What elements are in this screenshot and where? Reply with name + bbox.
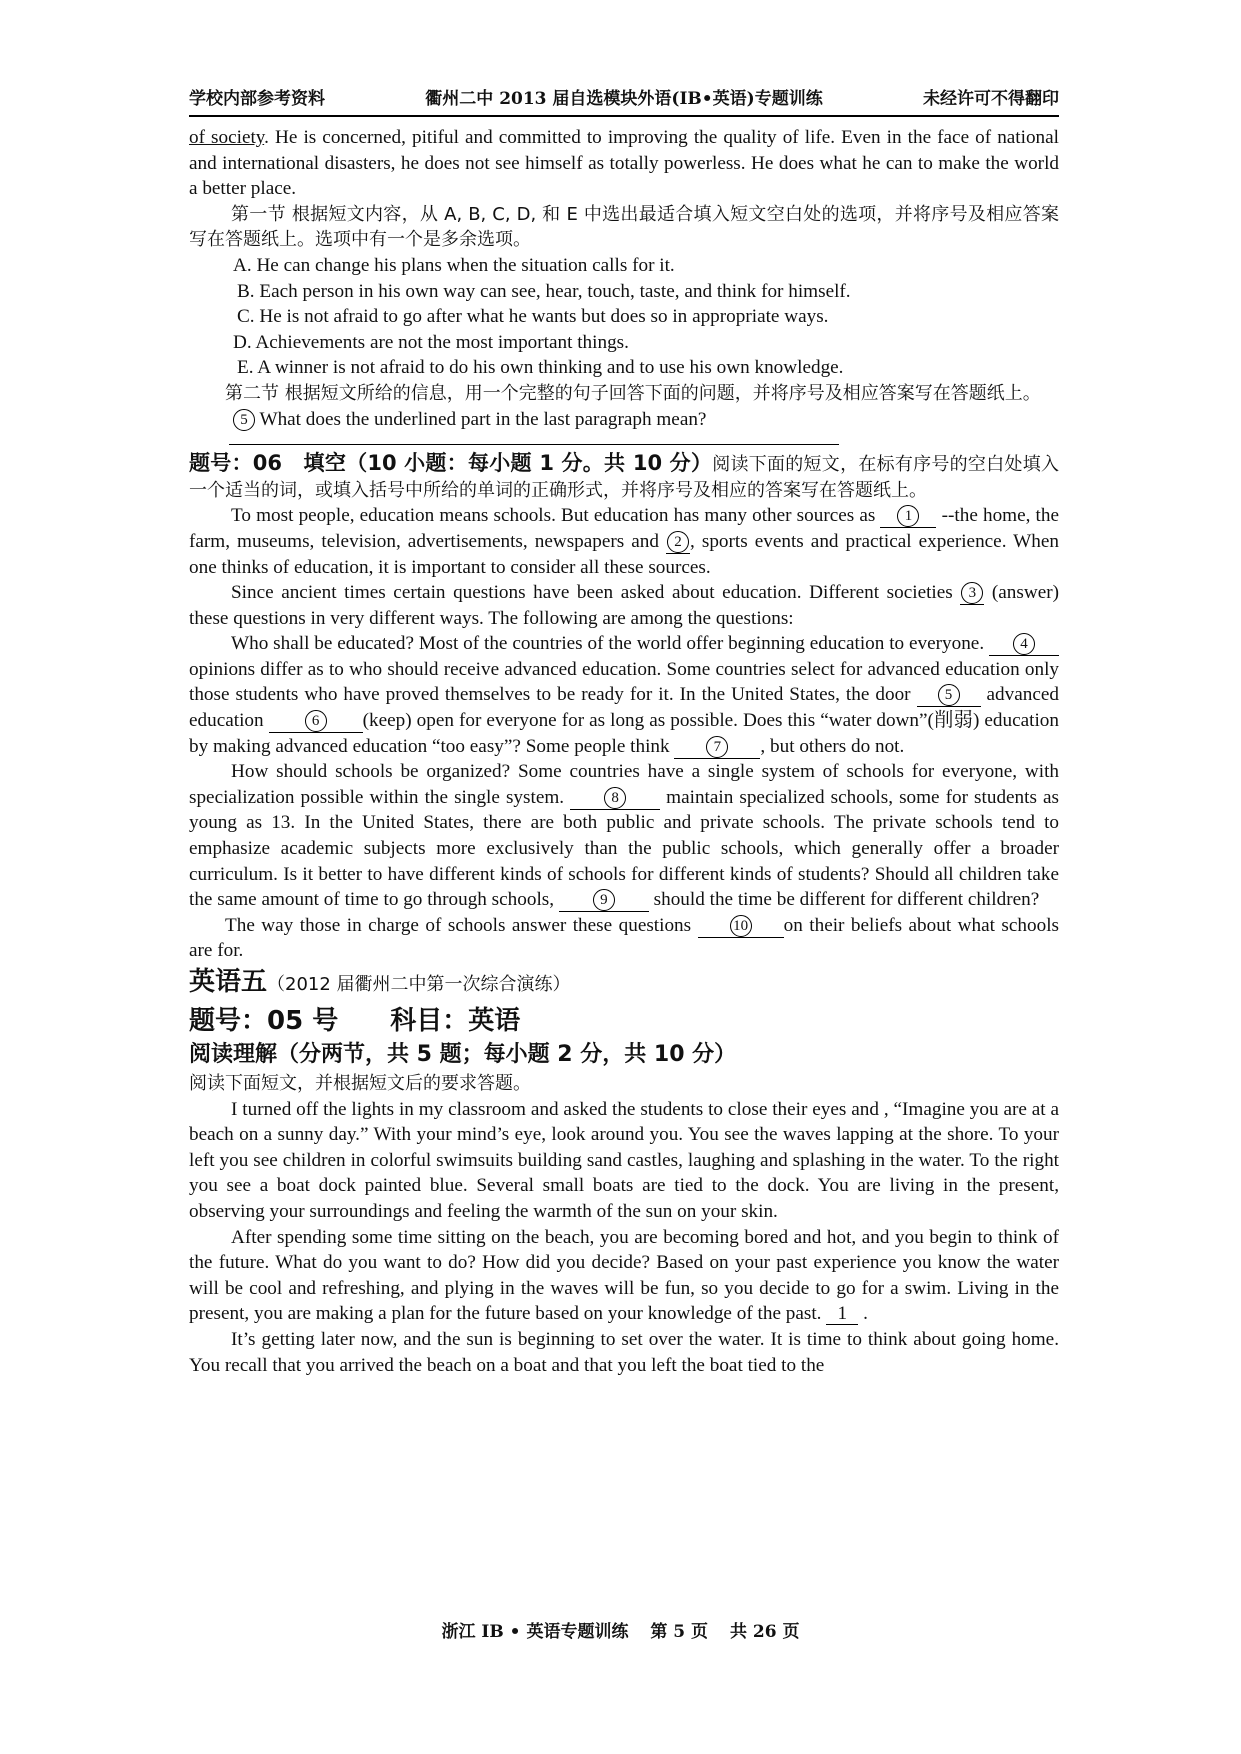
page-header [189, 84, 1059, 117]
question-text: What does the underlined part in the last paragraph mean? [259, 408, 707, 430]
blank-10[interactable] [698, 915, 784, 938]
task06-instructions: 阅读下面的短文，在标有序号的空白处填入一个适当的词，或填入括号中所给的单词的正确形式，并将序号及相应的答案写在答题纸上。 [189, 454, 1059, 501]
blank-6[interactable] [269, 710, 363, 733]
blank-number: 4 [1013, 633, 1035, 655]
page [189, 84, 1059, 1378]
reading-blank-1[interactable]: 1 [826, 1304, 858, 1325]
blank-1[interactable] [880, 505, 936, 528]
text: How should schools be organized? Some countries have a single system of schools for everyone, with specialization possible within the single system. [189, 761, 1059, 808]
blank-8[interactable] [570, 787, 660, 810]
option-d: D. Achievements are not the most important things. [233, 331, 629, 353]
text: --the home, the farm, museums, television, advertisements, newspapers and [189, 505, 1059, 552]
section-title-english5 [189, 964, 1059, 1003]
text: opinions differ as to who should receive advanced education. Some countries select for advanced education only those students who have proved themselves to be ready for it. In the United States, the door [189, 658, 1059, 706]
header-left: 学校内部参考资料 [189, 89, 325, 109]
blank-number: 5 [938, 684, 960, 706]
text: should the time be different for different children? [648, 889, 1040, 911]
reading-paragraph-2 [189, 1225, 1059, 1327]
text: (keep) open for everyone for as long as possible. Does this “water down”(削弱) education by making advanced education “too easy”? Some people think [189, 710, 1059, 757]
blank-number: 2 [667, 531, 689, 553]
text: (answer) these questions in very different ways. The following are among the questions: [189, 582, 1060, 629]
document-body [189, 125, 1059, 1378]
footer-total: 共 26 页 [729, 1622, 800, 1642]
blank-number: 1 [897, 505, 919, 527]
paragraph-text: . He is concerned, pitiful and committed to improving the quality of life. Even in the face of national and international disasters, he does not see himself as totally powerless. He does what he can to make the world a better place. [189, 127, 1059, 200]
cloze-paragraph-4 [189, 759, 1059, 913]
blank-number: 10 [730, 915, 752, 937]
reading-paragraph-3: It’s getting later now, and the sun is beginning to set over the water. It is time to think about going home. You recall that you arrived the beach on a boat and that you left the boat tied to the [189, 1328, 1059, 1376]
option-a: A. He can change his plans when the situation calls for it. [233, 254, 675, 276]
blank-number: 9 [593, 889, 615, 911]
section2-instructions: 第二节 根据短文所给的信息，用一个完整的句子回答下面的问题，并将序号及相应答案写在答题纸上。 [225, 382, 1041, 404]
footer-title: 浙江 IB • 英语专题训练 [441, 1622, 629, 1642]
underlined-phrase: of society [189, 127, 265, 148]
cloze-paragraph-1 [189, 503, 1059, 580]
blank-2[interactable] [666, 531, 690, 554]
task06-heading [189, 451, 1059, 503]
blank-number: 7 [706, 736, 728, 758]
blank-4[interactable] [989, 633, 1059, 656]
blank-9[interactable] [559, 889, 649, 912]
task06-title: 题号：06 填空（10 小题：每小题 1 分。共 10 分） [189, 451, 713, 476]
option-c: C. He is not afraid to go after what he wants but does so in appropriate ways. [237, 306, 829, 328]
blank-7[interactable] [674, 736, 760, 759]
blank-3[interactable] [960, 582, 984, 605]
text: . [858, 1303, 868, 1325]
answer-line [229, 432, 839, 445]
question-subject-line: 题号：05 号 科目：英语 [189, 1006, 521, 1036]
text: , but others do not. [760, 735, 905, 757]
text: advanced education [189, 684, 1059, 732]
text: Since ancient times certain questions have been asked about education. Different societies [231, 582, 961, 604]
cloze-paragraph-3 [189, 631, 1059, 759]
option-e: E. A winner is not afraid to do his own thinking and to use his own knowledge. [237, 357, 844, 379]
header-right: 未经许可不得翻印 [923, 89, 1059, 109]
question-5 [189, 407, 1059, 433]
page-footer [0, 1617, 1241, 1642]
blank-5[interactable] [917, 684, 981, 707]
reading-heading: 阅读理解（分两节，共 5 题；每小题 2 分，共 10 分） [189, 1042, 737, 1067]
text: , sports events and practical experience. When one thinks of education, it is important to consider all these sources. [189, 530, 1059, 578]
blank-number: 6 [305, 710, 327, 732]
text: on their beliefs about what schools are for. [189, 914, 1059, 962]
question-number: 5 [233, 409, 255, 431]
reading-instructions: 阅读下面短文，并根据短文后的要求答题。 [189, 1073, 531, 1094]
blank-number: 3 [961, 582, 983, 604]
subtitle: （2012 届衢州二中第一次综合演练） [267, 974, 571, 995]
cloze-paragraph-5 [189, 913, 1059, 964]
text: maintain specialized schools, some for students as young as 13. In the United States, there are both public and private schools. The private schools tend to emphasize academic subjects more exclusively than the public schools, which generally offer a broader curriculum. Is it better to have different kinds of schools for different kinds of students? Should all children take the same amount of time to go through schools, [189, 786, 1059, 911]
option-b: B. Each person in his own way can see, hear, touch, taste, and think for himself. [237, 280, 851, 302]
section1-instructions: 第一节 根据短文内容，从 A, B, C, D, 和 E 中选出最适合填入短文空白处的选项，并将序号及相应答案写在答题纸上。选项中有一个是多余选项。 [189, 203, 1059, 251]
paragraph-continued [189, 125, 1059, 202]
footer-page: 第 5 页 [650, 1622, 709, 1642]
blank-number: 8 [604, 787, 626, 809]
cloze-paragraph-2 [189, 580, 1059, 631]
header-center: 衢州二中 2013 届自选模块外语(IB•英语)专题训练 [425, 89, 823, 109]
title: 英语五 [189, 967, 268, 997]
reading-paragraph-1: I turned off the lights in my classroom and asked the students to close their eyes and , “Imagine you are at a beach on a sunny day.” With your mind’s eye, look around you. You see the waves lapping at the shore. To your left you see children in colorful swimsuits building sand castles, laughing and splashing in the water. To the right you see a boat dock painted blue. Several small boats are tied to the dock. You are living in the present, observing your surroundings and feeling the warmth of the sun on your skin. [189, 1098, 1059, 1222]
text: After spending some time sitting on the beach, you are becoming bored and hot, and you begin to think of the future. What do you want to do? How did you decide? Based on your past experience you know the water will be cool and refreshing, and plying in the waves will be fun, so you decide to go for a swim. Living in the present, you are making a plan for the future based on your knowledge of the past. [189, 1226, 1059, 1325]
text: To most people, education means schools. But education has many other sources as [231, 505, 881, 527]
text: Who shall be educated? Most of the countries of the world offer beginning education to everyone. [231, 633, 989, 655]
text: The way those in charge of schools answer these questions [225, 914, 698, 936]
